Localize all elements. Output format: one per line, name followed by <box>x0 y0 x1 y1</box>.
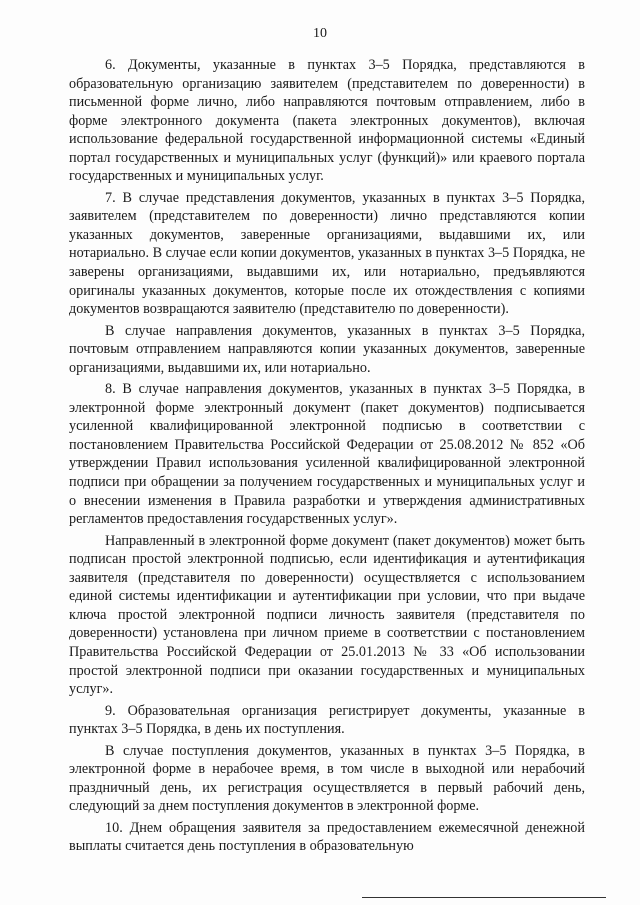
paragraph-7-postal: В случае направления документов, указанных в пунктах 3–5 Порядка, почтовым отправлением направляются копии указанных документов, заверенные организациями, выдавшими их, или нотариально. <box>69 322 585 376</box>
paragraph-9-electronic: В случае поступления документов, указанных в пунктах 3–5 Порядка, в электронной форме в нерабочее время, в том числе в выходной или нерабочий праздничный день, их регистрация осуществляется в первый рабочий день, следующий за днем поступления документов в электронной форме. <box>69 742 585 815</box>
document-body <box>69 56 585 856</box>
paragraph-6: 6. Документы, указанные в пунктах 3–5 Порядка, представляются в образовательную организацию заявителем (представителем по доверенности) в письменной форме лично, либо направляются почтовым отправлением, либо в форме электронного документа (пакета электронных документов), включая использование федеральной государственной информационной системы «Единый портал государственных и муниципальных услуг (функций)» или краевого портала государственных и муниципальных услуг. <box>69 57 585 185</box>
paragraph-9: 9. Образовательная организация регистрирует документы, указанные в пунктах 3–5 Порядка, в день их поступления. <box>69 702 585 738</box>
page-number: 10 <box>313 26 327 41</box>
paragraph-10: 10. Днем обращения заявителя за предоставлением ежемесячной денежной выплаты считается день поступления в образовательную <box>69 819 585 855</box>
paragraph-8: 8. В случае направления документов, указанных в пунктах 3–5 Порядка, в электронной форме электронный документ (пакет документов) подписывается усиленной квалифицированной электронной подписью в соответствии с постановлением Правительства Российской Федерации от 25.08.2012 № 852 «Об утверждении Правил использования усиленной квалифицированной электронной подписи при обращении за получением государственных и муниципальных услуг и о внесении изменения в Правила разработки и утверждения административных регламентов предоставления государственных услуг». <box>69 381 585 528</box>
paragraph-8-simple-signature: Направленный в электронной форме документ (пакет документов) может быть подписан простой электронной подписью, если идентификация и аутентификация заявителя (представителя по доверенности) осуществляется с использованием единой системы идентификации и аутентификации при условии, что при выдаче ключа простой электронной подписи личность заявителя (представителя по доверенности) установлена при личном приеме в соответствии с постановлением Правительства Российской Федерации от 25.01.2013 № 33 «Об использовании простой электронной подписи при оказании государственных и муниципальных услуг». <box>69 532 585 698</box>
bottom-divider-line <box>362 897 606 898</box>
paragraph-7: 7. В случае представления документов, указанных в пунктах 3–5 Порядка, заявителем (представителем по доверенности) лично представляются копии указанных документов, заверенные организациями, выдавшими их, или нотариально. В случае если копии документов, указанных в пунктах 3–5 Порядка, не заверены организациями, выдавшими их, или нотариально, предъявляются оригиналы указанных документов, которые после их отождествления с копиями документов возвращаются заявителю (представителю по доверенности). <box>69 189 585 318</box>
